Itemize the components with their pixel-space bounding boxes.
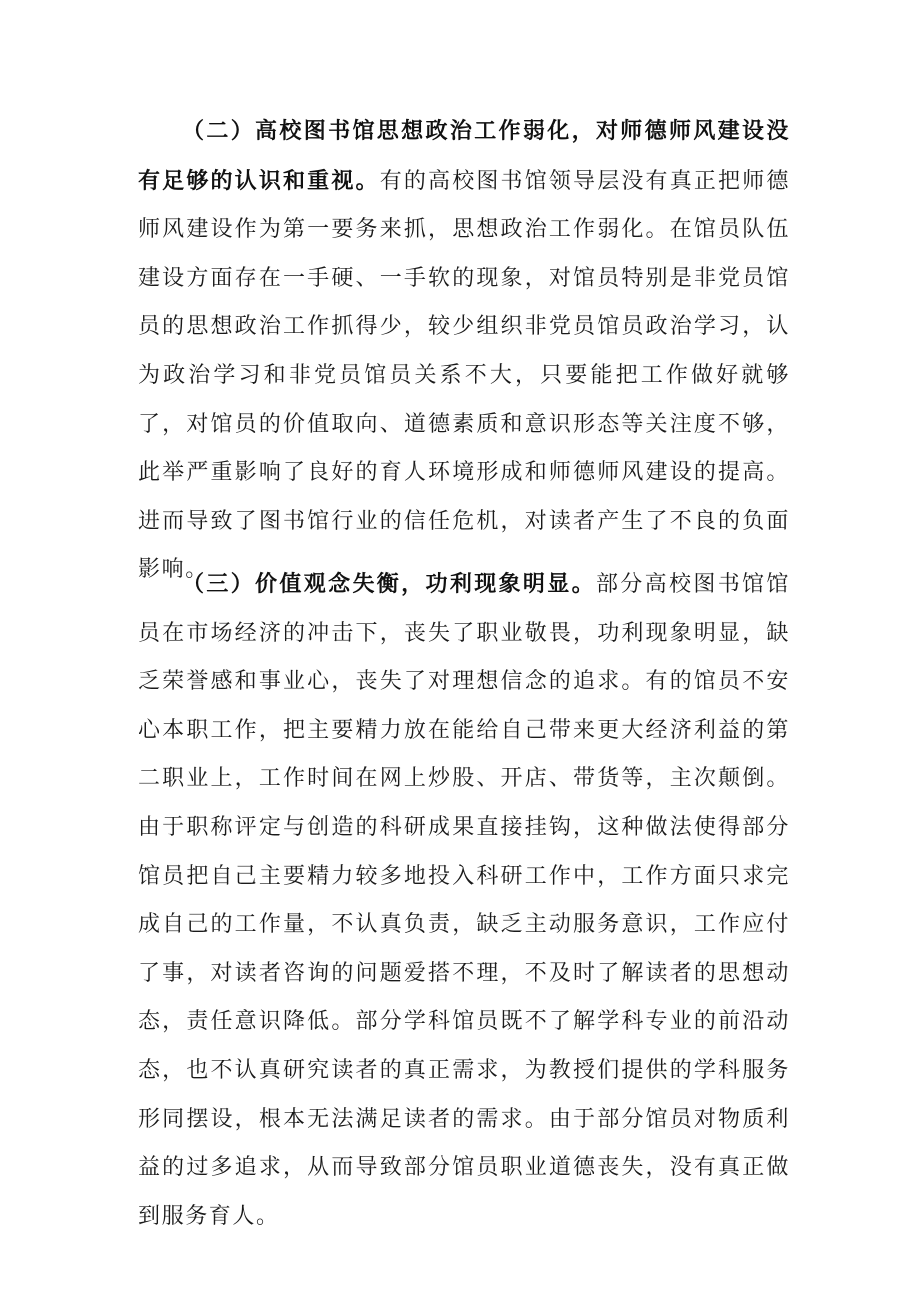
section-paragraph-3	[138, 560, 790, 1241]
section-paragraph-2	[138, 107, 790, 595]
section-heading-2: （二）高校图书馆思想政治工作弱化，对师德师风建设没有足够的认识和重视。	[138, 118, 790, 194]
section-body-2: 有的高校图书馆领导层没有真正把师德师风建设作为第一要务来抓，思想政治工作弱化。在馆员队伍建设方面存在一手硬、一手软的现象，对馆员特别是非党员馆员的思想政治工作抓得少，较少组织非党员馆员政治学习，认为政治学习和非党员馆员关系不大，只要能把工作做好就够了，对馆员的价值取向、道德素质和意识形态等关注度不够，此举严重影响了良好的育人环境形成和师德师风建设的提高。进而导致了图书馆行业的信任危机，对读者产生了不良的负面影响。	[138, 168, 790, 583]
section-body-3: 部分高校图书馆馆员在市场经济的冲击下，丧失了职业敬畏，功利现象明显，缺乏荣誉感和事业心，丧失了对理想信念的追求。有的馆员不安心本职工作，把主要精力放在能给自己带来更大经济利益的第二职业上，工作时间在网上炒股、开店、带货等，主次颠倒。由于职称评定与创造的科研成果直接挂钩，这种做法使得部分馆员把自己主要精力较多地投入科研工作中，工作方面只求完成自己的工作量，不认真负责，缺乏主动服务意识，工作应付了事，对读者咨询的问题爱搭不理，不及时了解读者的思想动态，责任意识降低。部分学科馆员既不了解学科专业的前沿动态，也不认真研究读者的真正需求，为教授们提供的学科服务形同摆设，根本无法满足读者的需求。由于部分馆员对物质利益的过多追求，从而导致部分馆员职业道德丧失，没有真正做到服务育人。	[138, 572, 790, 1229]
section-heading-3: （三）价值观念失衡，功利现象明显。	[182, 571, 596, 597]
